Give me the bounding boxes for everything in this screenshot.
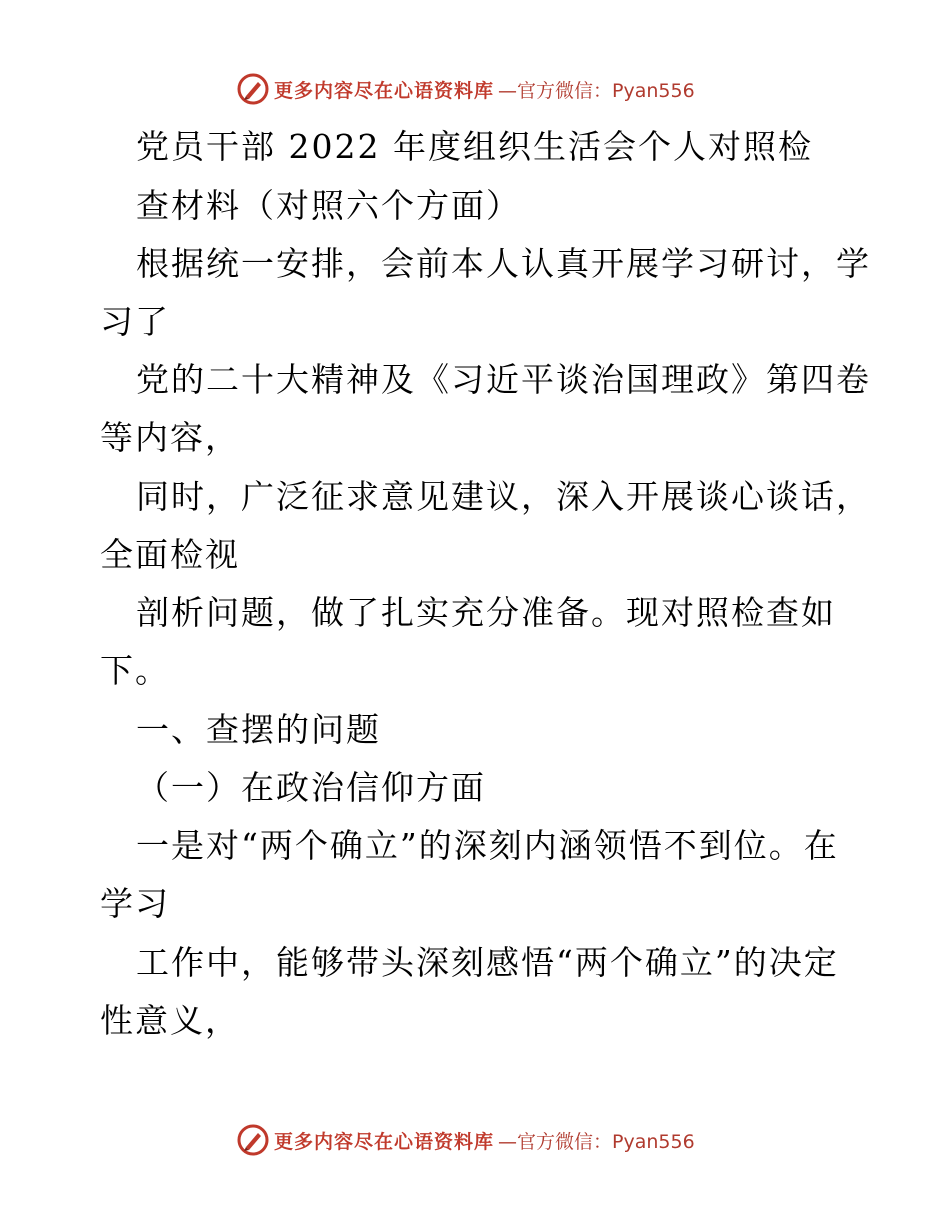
subsection-heading: （一）在政治信仰方面 <box>136 768 486 807</box>
paragraph-line: 下。 <box>100 651 170 690</box>
watermark-contact: —官方微信：Pyan556 <box>498 79 695 102</box>
paragraph-line: 同时，广泛征求意见建议，深入开展谈心谈话， <box>136 477 871 516</box>
title-line-2: 查材料（对照六个方面） <box>136 186 521 225</box>
paragraph-line: 一是对“两个确立”的深刻内涵领悟不到位。在 <box>136 826 839 865</box>
paragraph-line: 党的二十大精神及《习近平谈治国理政》第四卷 <box>136 360 871 399</box>
watermark-brand: 更多内容尽在心语资料库 <box>274 79 495 102</box>
paragraph-line: 性意义， <box>100 1001 240 1040</box>
watermark-brand: 更多内容尽在心语资料库 <box>274 1130 495 1153</box>
watermark-contact: —官方微信：Pyan556 <box>498 1130 695 1153</box>
section-heading: 一、查摆的问题 <box>136 710 381 749</box>
paragraph-line: 剖析问题，做了扎实充分准备。现对照检查如 <box>136 593 836 632</box>
pen-logo-icon <box>236 72 270 106</box>
paragraph-line: 全面检视 <box>100 535 240 574</box>
paragraph-line: 根据统一安排，会前本人认真开展学习研讨，学 <box>136 244 871 283</box>
header-watermark <box>236 71 695 107</box>
title-line-1: 党员干部 2022 年度组织生活会个人对照检 <box>136 127 813 166</box>
pen-logo-icon <box>236 1123 270 1157</box>
paragraph-line: 等内容， <box>100 418 240 457</box>
footer-watermark <box>236 1122 695 1158</box>
paragraph-line: 习了 <box>100 302 170 341</box>
paragraph-line: 学习 <box>100 884 170 923</box>
paragraph-line: 工作中，能够带头深刻感悟“两个确立”的决定 <box>136 943 839 982</box>
